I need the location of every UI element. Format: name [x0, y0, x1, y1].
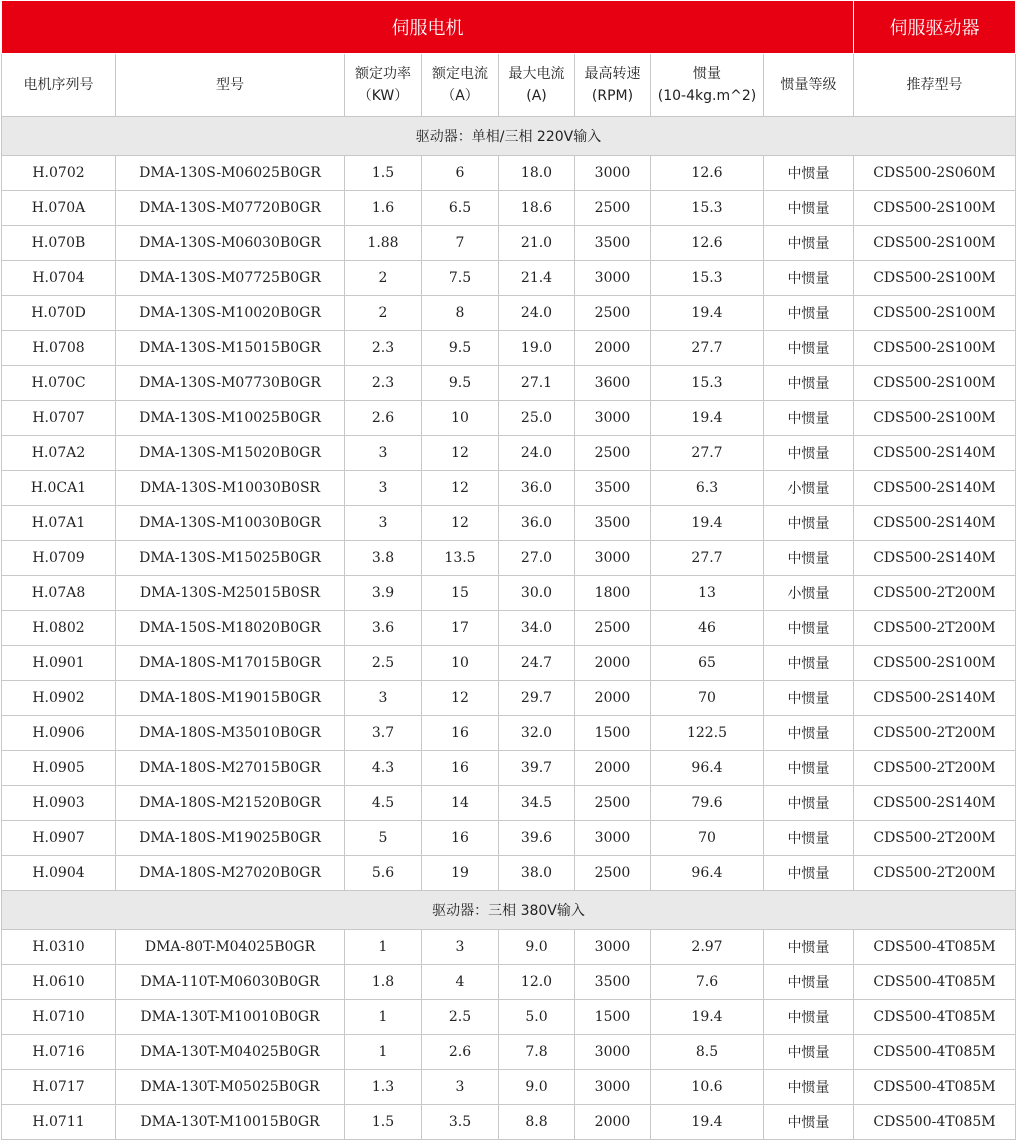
col-speed-unit: (RPM) — [591, 88, 634, 104]
cell-drive-model: CDS500-2S140M — [854, 471, 1016, 506]
cell-serial: H.070A — [2, 191, 116, 226]
cell-model: DMA-130S-M10020B0GR — [116, 296, 345, 331]
table-row — [2, 541, 1016, 576]
cell-inertia: 8.5 — [651, 1035, 764, 1070]
servo-spec-table — [1, 0, 1016, 1140]
col-power-unit: （KW） — [357, 88, 409, 104]
cell-current: 9.5 — [422, 331, 499, 366]
cell-current: 19 — [422, 856, 499, 891]
cell-power: 3.6 — [345, 611, 422, 646]
cell-serial: H.0310 — [2, 930, 116, 965]
cell-current: 8 — [422, 296, 499, 331]
cell-speed: 2500 — [575, 856, 651, 891]
table-row — [2, 296, 1016, 331]
cell-power: 1 — [345, 1000, 422, 1035]
cell-current: 3 — [422, 930, 499, 965]
cell-drive-model: CDS500-4T085M — [854, 1070, 1016, 1105]
group-title: 驱动器：单相/三相 220V输入 — [2, 117, 1016, 156]
cell-current: 7 — [422, 226, 499, 261]
cell-serial: H.0717 — [2, 1070, 116, 1105]
cell-serial: H.070C — [2, 366, 116, 401]
cell-power: 2.6 — [345, 401, 422, 436]
cell-speed: 3500 — [575, 471, 651, 506]
col-current-unit: （A） — [441, 88, 479, 104]
servo-drive-group-heading: 伺服驱动器 — [854, 1, 1016, 54]
cell-inertia-class: 中惯量 — [764, 716, 854, 751]
cell-speed: 3500 — [575, 226, 651, 261]
cell-max-current: 19.0 — [499, 331, 575, 366]
col-speed — [575, 54, 651, 117]
cell-drive-model: CDS500-4T085M — [854, 1000, 1016, 1035]
cell-drive-model: CDS500-4T085M — [854, 965, 1016, 1000]
group-row — [2, 117, 1016, 156]
col-inertia-label: 惯量 — [693, 66, 721, 82]
cell-speed: 1500 — [575, 716, 651, 751]
cell-power: 3 — [345, 471, 422, 506]
cell-max-current: 27.0 — [499, 541, 575, 576]
cell-power: 2.5 — [345, 646, 422, 681]
cell-current: 3.5 — [422, 1105, 499, 1140]
cell-inertia: 96.4 — [651, 751, 764, 786]
cell-speed: 2000 — [575, 751, 651, 786]
cell-serial: H.0906 — [2, 716, 116, 751]
table-row — [2, 191, 1016, 226]
cell-speed: 2000 — [575, 331, 651, 366]
col-max-current — [499, 54, 575, 117]
table-row — [2, 681, 1016, 716]
cell-inertia: 19.4 — [651, 1105, 764, 1140]
cell-current: 6 — [422, 156, 499, 191]
cell-max-current: 29.7 — [499, 681, 575, 716]
cell-model: DMA-180S-M17015B0GR — [116, 646, 345, 681]
cell-current: 12 — [422, 681, 499, 716]
cell-serial: H.0707 — [2, 401, 116, 436]
cell-drive-model: CDS500-2T200M — [854, 611, 1016, 646]
cell-model: DMA-180S-M21520B0GR — [116, 786, 345, 821]
cell-inertia-class: 中惯量 — [764, 261, 854, 296]
table-row — [2, 436, 1016, 471]
cell-serial: H.0716 — [2, 1035, 116, 1070]
cell-inertia: 6.3 — [651, 471, 764, 506]
cell-max-current: 30.0 — [499, 576, 575, 611]
cell-inertia-class: 中惯量 — [764, 1000, 854, 1035]
cell-model: DMA-130S-M10030B0SR — [116, 471, 345, 506]
cell-speed: 2000 — [575, 1105, 651, 1140]
cell-current: 10 — [422, 646, 499, 681]
cell-max-current: 18.6 — [499, 191, 575, 226]
cell-inertia: 46 — [651, 611, 764, 646]
table-row — [2, 506, 1016, 541]
cell-inertia-class: 小惯量 — [764, 471, 854, 506]
cell-drive-model: CDS500-2S100M — [854, 646, 1016, 681]
cell-inertia: 12.6 — [651, 156, 764, 191]
cell-speed: 3000 — [575, 156, 651, 191]
cell-serial: H.0711 — [2, 1105, 116, 1140]
cell-max-current: 7.8 — [499, 1035, 575, 1070]
cell-speed: 1800 — [575, 576, 651, 611]
cell-max-current: 25.0 — [499, 401, 575, 436]
cell-inertia-class: 中惯量 — [764, 1105, 854, 1140]
cell-max-current: 21.4 — [499, 261, 575, 296]
col-inertia-unit: (10-4kg.m^2) — [657, 88, 757, 104]
cell-inertia: 79.6 — [651, 786, 764, 821]
cell-serial: H.0709 — [2, 541, 116, 576]
cell-model: DMA-180S-M19015B0GR — [116, 681, 345, 716]
cell-current: 12 — [422, 471, 499, 506]
cell-model: DMA-150S-M18020B0GR — [116, 611, 345, 646]
cell-max-current: 8.8 — [499, 1105, 575, 1140]
table-row — [2, 786, 1016, 821]
cell-max-current: 36.0 — [499, 471, 575, 506]
cell-inertia-class: 中惯量 — [764, 965, 854, 1000]
cell-power: 5.6 — [345, 856, 422, 891]
cell-model: DMA-180S-M27020B0GR — [116, 856, 345, 891]
cell-inertia: 27.7 — [651, 541, 764, 576]
table-row — [2, 401, 1016, 436]
table-row — [2, 471, 1016, 506]
cell-power: 2.3 — [345, 331, 422, 366]
cell-model: DMA-130S-M06030B0GR — [116, 226, 345, 261]
cell-inertia-class: 中惯量 — [764, 1035, 854, 1070]
cell-model: DMA-130S-M25015B0SR — [116, 576, 345, 611]
cell-speed: 2000 — [575, 681, 651, 716]
cell-model: DMA-130S-M15015B0GR — [116, 331, 345, 366]
cell-speed: 2500 — [575, 296, 651, 331]
cell-drive-model: CDS500-2S140M — [854, 506, 1016, 541]
cell-drive-model: CDS500-2T200M — [854, 576, 1016, 611]
cell-inertia-class: 中惯量 — [764, 856, 854, 891]
cell-current: 16 — [422, 751, 499, 786]
cell-max-current: 36.0 — [499, 506, 575, 541]
cell-serial: H.0704 — [2, 261, 116, 296]
cell-inertia-class: 中惯量 — [764, 506, 854, 541]
cell-speed: 3000 — [575, 261, 651, 296]
col-power — [345, 54, 422, 117]
cell-power: 2 — [345, 261, 422, 296]
cell-speed: 2500 — [575, 786, 651, 821]
group-row — [2, 891, 1016, 930]
cell-power: 3 — [345, 436, 422, 471]
cell-inertia-class: 中惯量 — [764, 331, 854, 366]
cell-speed: 2500 — [575, 611, 651, 646]
table-row — [2, 611, 1016, 646]
cell-max-current: 24.0 — [499, 436, 575, 471]
table-row — [2, 1105, 1016, 1140]
cell-serial: H.07A2 — [2, 436, 116, 471]
cell-drive-model: CDS500-2S060M — [854, 156, 1016, 191]
cell-speed: 3000 — [575, 541, 651, 576]
cell-max-current: 39.6 — [499, 821, 575, 856]
table-row — [2, 751, 1016, 786]
cell-serial: H.070D — [2, 296, 116, 331]
cell-inertia: 19.4 — [651, 506, 764, 541]
cell-speed: 2000 — [575, 646, 651, 681]
cell-inertia: 7.6 — [651, 965, 764, 1000]
col-power-label: 额定功率 — [355, 66, 411, 82]
cell-max-current: 39.7 — [499, 751, 575, 786]
cell-serial: H.07A1 — [2, 506, 116, 541]
cell-inertia-class: 中惯量 — [764, 1070, 854, 1105]
cell-max-current: 9.0 — [499, 930, 575, 965]
cell-power: 1 — [345, 1035, 422, 1070]
cell-inertia-class: 中惯量 — [764, 401, 854, 436]
cell-serial: H.0902 — [2, 681, 116, 716]
cell-speed: 3600 — [575, 366, 651, 401]
cell-speed: 3000 — [575, 930, 651, 965]
cell-power: 1.3 — [345, 1070, 422, 1105]
table-row — [2, 646, 1016, 681]
cell-inertia-class: 中惯量 — [764, 226, 854, 261]
cell-inertia: 15.3 — [651, 366, 764, 401]
cell-model: DMA-180S-M27015B0GR — [116, 751, 345, 786]
cell-model: DMA-130T-M05025B0GR — [116, 1070, 345, 1105]
table-row — [2, 1000, 1016, 1035]
table-body — [2, 117, 1016, 1140]
cell-inertia-class: 中惯量 — [764, 191, 854, 226]
cell-inertia: 27.7 — [651, 331, 764, 366]
cell-drive-model: CDS500-2S140M — [854, 541, 1016, 576]
cell-speed: 2500 — [575, 436, 651, 471]
cell-inertia: 13 — [651, 576, 764, 611]
cell-power: 3 — [345, 506, 422, 541]
col-drive-model: 推荐型号 — [854, 54, 1016, 117]
table-row — [2, 1035, 1016, 1070]
cell-model: DMA-180S-M35010B0GR — [116, 716, 345, 751]
cell-power: 2 — [345, 296, 422, 331]
cell-inertia: 15.3 — [651, 261, 764, 296]
cell-model: DMA-130T-M10010B0GR — [116, 1000, 345, 1035]
cell-inertia: 2.97 — [651, 930, 764, 965]
cell-inertia-class: 中惯量 — [764, 541, 854, 576]
cell-current: 16 — [422, 821, 499, 856]
cell-max-current: 24.7 — [499, 646, 575, 681]
cell-inertia: 10.6 — [651, 1070, 764, 1105]
cell-model: DMA-130T-M04025B0GR — [116, 1035, 345, 1070]
table-row — [2, 261, 1016, 296]
cell-current: 13.5 — [422, 541, 499, 576]
cell-inertia-class: 中惯量 — [764, 646, 854, 681]
cell-serial: H.0610 — [2, 965, 116, 1000]
cell-speed: 3000 — [575, 1070, 651, 1105]
cell-speed: 1500 — [575, 1000, 651, 1035]
cell-serial: H.070B — [2, 226, 116, 261]
cell-inertia: 12.6 — [651, 226, 764, 261]
table-row — [2, 156, 1016, 191]
cell-current: 7.5 — [422, 261, 499, 296]
cell-max-current: 24.0 — [499, 296, 575, 331]
cell-current: 15 — [422, 576, 499, 611]
cell-inertia: 70 — [651, 821, 764, 856]
cell-power: 1.8 — [345, 965, 422, 1000]
cell-current: 17 — [422, 611, 499, 646]
cell-inertia-class: 中惯量 — [764, 296, 854, 331]
cell-model: DMA-110T-M06030B0GR — [116, 965, 345, 1000]
cell-inertia-class: 中惯量 — [764, 366, 854, 401]
cell-current: 2.5 — [422, 1000, 499, 1035]
cell-serial: H.0708 — [2, 331, 116, 366]
cell-power: 1.6 — [345, 191, 422, 226]
cell-inertia-class: 中惯量 — [764, 821, 854, 856]
cell-serial: H.0907 — [2, 821, 116, 856]
cell-drive-model: CDS500-2S140M — [854, 786, 1016, 821]
cell-current: 4 — [422, 965, 499, 1000]
cell-speed: 3500 — [575, 506, 651, 541]
cell-serial: H.0CA1 — [2, 471, 116, 506]
table-row — [2, 821, 1016, 856]
cell-inertia-class: 中惯量 — [764, 611, 854, 646]
cell-serial: H.0903 — [2, 786, 116, 821]
cell-serial: H.0901 — [2, 646, 116, 681]
cell-max-current: 5.0 — [499, 1000, 575, 1035]
cell-model: DMA-130T-M10015B0GR — [116, 1105, 345, 1140]
col-model: 型号 — [116, 54, 345, 117]
cell-max-current: 9.0 — [499, 1070, 575, 1105]
col-max-current-label: 最大电流 — [508, 66, 565, 82]
cell-serial: H.0702 — [2, 156, 116, 191]
cell-drive-model: CDS500-2S100M — [854, 401, 1016, 436]
cell-drive-model: CDS500-2S100M — [854, 366, 1016, 401]
cell-model: DMA-130S-M10030B0GR — [116, 506, 345, 541]
cell-current: 2.6 — [422, 1035, 499, 1070]
cell-current: 12 — [422, 436, 499, 471]
cell-power: 1.5 — [345, 156, 422, 191]
cell-inertia-class: 中惯量 — [764, 786, 854, 821]
col-inertia — [651, 54, 764, 117]
cell-drive-model: CDS500-2S140M — [854, 436, 1016, 471]
cell-speed: 3000 — [575, 1035, 651, 1070]
cell-current: 3 — [422, 1070, 499, 1105]
cell-power: 3.8 — [345, 541, 422, 576]
cell-power: 5 — [345, 821, 422, 856]
cell-power: 4.3 — [345, 751, 422, 786]
cell-max-current: 27.1 — [499, 366, 575, 401]
cell-inertia: 19.4 — [651, 1000, 764, 1035]
cell-power: 1 — [345, 930, 422, 965]
cell-model: DMA-130S-M07725B0GR — [116, 261, 345, 296]
table-row — [2, 576, 1016, 611]
cell-inertia: 19.4 — [651, 401, 764, 436]
cell-drive-model: CDS500-2T200M — [854, 751, 1016, 786]
cell-drive-model: CDS500-2S100M — [854, 191, 1016, 226]
cell-power: 2.3 — [345, 366, 422, 401]
cell-inertia: 96.4 — [651, 856, 764, 891]
cell-inertia-class: 中惯量 — [764, 751, 854, 786]
cell-model: DMA-130S-M15025B0GR — [116, 541, 345, 576]
cell-max-current: 34.5 — [499, 786, 575, 821]
cell-power: 3.9 — [345, 576, 422, 611]
cell-inertia: 27.7 — [651, 436, 764, 471]
cell-current: 10 — [422, 401, 499, 436]
cell-serial: H.0905 — [2, 751, 116, 786]
cell-inertia-class: 小惯量 — [764, 576, 854, 611]
cell-model: DMA-130S-M06025B0GR — [116, 156, 345, 191]
table-row — [2, 930, 1016, 965]
cell-max-current: 18.0 — [499, 156, 575, 191]
cell-speed: 3000 — [575, 821, 651, 856]
table-row — [2, 965, 1016, 1000]
cell-serial: H.0904 — [2, 856, 116, 891]
group-header-row — [2, 1, 1016, 54]
table-row — [2, 331, 1016, 366]
cell-drive-model: CDS500-2T200M — [854, 821, 1016, 856]
table-row — [2, 366, 1016, 401]
cell-power: 1.88 — [345, 226, 422, 261]
col-max-current-unit: (A) — [526, 88, 547, 104]
cell-model: DMA-130S-M15020B0GR — [116, 436, 345, 471]
cell-inertia-class: 中惯量 — [764, 681, 854, 716]
cell-inertia: 70 — [651, 681, 764, 716]
table-row — [2, 856, 1016, 891]
cell-model: DMA-80T-M04025B0GR — [116, 930, 345, 965]
cell-drive-model: CDS500-2S100M — [854, 331, 1016, 366]
cell-drive-model: CDS500-2T200M — [854, 716, 1016, 751]
col-speed-label: 最高转速 — [584, 66, 641, 82]
cell-inertia: 15.3 — [651, 191, 764, 226]
col-inertia-class: 惯量等级 — [764, 54, 854, 117]
col-current — [422, 54, 499, 117]
cell-max-current: 12.0 — [499, 965, 575, 1000]
cell-model: DMA-130S-M07720B0GR — [116, 191, 345, 226]
cell-current: 9.5 — [422, 366, 499, 401]
cell-speed: 3500 — [575, 965, 651, 1000]
cell-max-current: 21.0 — [499, 226, 575, 261]
cell-power: 1.5 — [345, 1105, 422, 1140]
cell-max-current: 34.0 — [499, 611, 575, 646]
cell-serial: H.07A8 — [2, 576, 116, 611]
table-row — [2, 1070, 1016, 1105]
table-row — [2, 716, 1016, 751]
cell-current: 14 — [422, 786, 499, 821]
cell-serial: H.0710 — [2, 1000, 116, 1035]
cell-inertia-class: 中惯量 — [764, 156, 854, 191]
cell-current: 12 — [422, 506, 499, 541]
table-row — [2, 226, 1016, 261]
cell-current: 6.5 — [422, 191, 499, 226]
cell-drive-model: CDS500-2S100M — [854, 261, 1016, 296]
cell-drive-model: CDS500-2T200M — [854, 856, 1016, 891]
cell-drive-model: CDS500-2S140M — [854, 681, 1016, 716]
cell-inertia-class: 中惯量 — [764, 436, 854, 471]
col-current-label: 额定电流 — [432, 66, 488, 82]
col-serial: 电机序列号 — [2, 54, 116, 117]
cell-speed: 3000 — [575, 401, 651, 436]
cell-drive-model: CDS500-4T085M — [854, 1105, 1016, 1140]
cell-serial: H.0802 — [2, 611, 116, 646]
cell-power: 3.7 — [345, 716, 422, 751]
cell-inertia-class: 中惯量 — [764, 930, 854, 965]
cell-drive-model: CDS500-2S100M — [854, 226, 1016, 261]
cell-inertia: 65 — [651, 646, 764, 681]
column-header-row — [2, 54, 1016, 117]
cell-drive-model: CDS500-2S100M — [854, 296, 1016, 331]
cell-inertia: 19.4 — [651, 296, 764, 331]
cell-inertia: 122.5 — [651, 716, 764, 751]
cell-max-current: 32.0 — [499, 716, 575, 751]
cell-model: DMA-130S-M07730B0GR — [116, 366, 345, 401]
cell-speed: 2500 — [575, 191, 651, 226]
cell-power: 4.5 — [345, 786, 422, 821]
cell-model: DMA-180S-M19025B0GR — [116, 821, 345, 856]
group-title: 驱动器：三相 380V输入 — [2, 891, 1016, 930]
servo-motor-group-heading: 伺服电机 — [2, 1, 854, 54]
cell-model: DMA-130S-M10025B0GR — [116, 401, 345, 436]
cell-max-current: 38.0 — [499, 856, 575, 891]
cell-current: 16 — [422, 716, 499, 751]
cell-drive-model: CDS500-4T085M — [854, 930, 1016, 965]
cell-power: 3 — [345, 681, 422, 716]
cell-drive-model: CDS500-4T085M — [854, 1035, 1016, 1070]
